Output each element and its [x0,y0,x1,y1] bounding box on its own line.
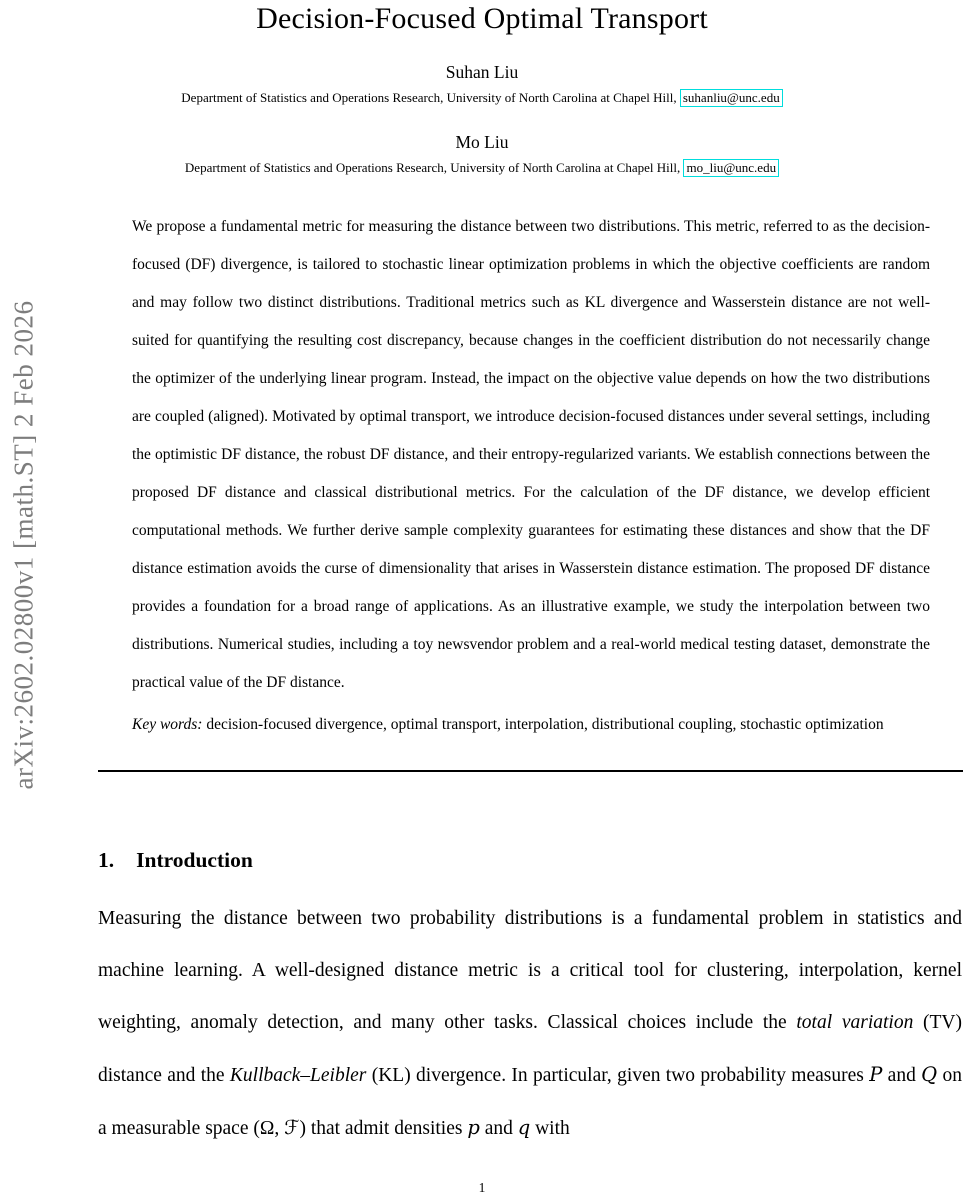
email-link-2[interactable]: mo_liu@unc.edu [683,159,779,177]
math-P: P [869,1063,883,1086]
section-title: Introduction [136,848,253,872]
intro-text: (TV) distance and the [98,1012,962,1086]
term-kullback-leibler: Kullback–Leibler [229,1065,367,1086]
author-block-1 [0,62,964,106]
section-number: 1. [98,848,115,872]
intro-text: on a measurable space (Ω, [98,1065,963,1139]
section-heading-introduction [98,848,964,873]
abstract-paragraph: We propose a fundamental metric for measuring the distance between two distributions. This metric, referred to as the decision-focused (DF) divergence, is tailored to stochastic linear optimization problems in which the objective coefficients are random and may follow two distinct distributions. Traditional metrics such as KL divergence and Wasserstein distance are not well-suited for quantifying the resulting cost discrepancy, because changes in the coefficient distribution do not necessarily change the optimizer of the underlying linear program. Instead, the impact on the objective value depends on how the two distributions are coupled (aligned). Motivated by optimal transport, we introduce decision-focused distances under several settings, including the optimistic DF distance, the robust DF distance, and their entropy-regularized variants. We establish connections between the proposed DF distance and classical distributional metrics. For the calculation of the DF distance, we develop efficient computational methods. We further derive sample complexity guarantees for estimating these distances and show that the DF distance estimation avoids the curse of dimensionality that arises in Wasserstein distance estimation. The proposed DF distance provides a foundation for a broad range of applications. As an illustrative example, we study the interpolation between two distributions. Numerical studies, including a toy newsvendor problem and a real-world medical testing dataset, demonstrate the practical value of the DF distance. [132,218,930,691]
page-number: 1 [478,1180,486,1195]
intro-text: and [882,1065,922,1086]
author-name-2: Mo Liu [455,132,509,152]
math-Q: Q [921,1063,938,1086]
intro-text: ) that admit densities [299,1118,468,1139]
paper-title: Decision-Focused Optimal Transport [256,2,708,35]
intro-paragraph [98,893,962,1155]
affiliation-text-1: Department of Statistics and Operations Research, University of North Carolina at Chapel Hill, [181,90,680,105]
arxiv-watermark: arXiv:2602.02800v1 [math.ST] 2 Feb 2026 [8,300,39,790]
math-script-F: ℱ [284,1116,300,1139]
author-block-2 [0,132,964,176]
keywords-text: decision-focused divergence, optimal transport, interpolation, distributional coupling, stochastic optimization [202,716,884,733]
author-affiliation-2 [0,160,964,176]
term-total-variation: total variation [796,1012,914,1033]
email-link-1[interactable]: suhanliu@unc.edu [680,89,783,107]
keywords-line [132,706,930,744]
affiliation-text-2: Department of Statistics and Operations Research, University of North Carolina at Chapel Hill, [184,160,684,175]
math-q: q [517,1116,531,1139]
author-affiliation-1 [0,90,964,106]
intro-text: Measuring the distance between two probability distributions is a fundamental problem in statistics and machine learning. A well-designed distance metric is a critical tool for clustering, interpolation, kernel weighting, anomaly detection, and many other tasks. Classical choices include the [98,908,962,1033]
intro-text: (KL) divergence. In particular, given two probability measures [366,1065,870,1086]
section-divider [98,770,963,772]
math-p: p [467,1116,480,1139]
intro-text: and [479,1118,518,1139]
intro-text: with [530,1118,570,1139]
keywords-label: Key words: [132,716,203,733]
author-name-1: Suhan Liu [445,62,519,82]
